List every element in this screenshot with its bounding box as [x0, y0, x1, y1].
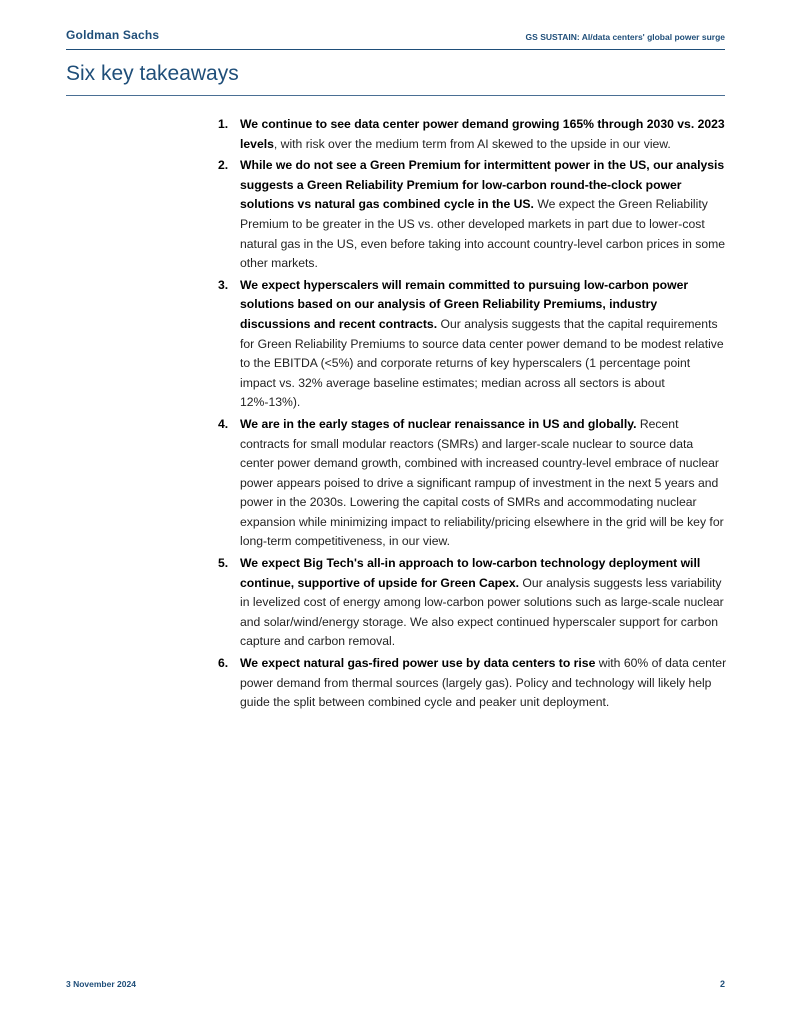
- item-text: [240, 415, 728, 552]
- item-text: [240, 654, 728, 713]
- item-number: 2.: [218, 158, 229, 173]
- title-divider: [66, 95, 725, 96]
- list-item: [218, 115, 728, 154]
- report-title: GS SUSTAIN: AI/data centers' global power surge: [525, 32, 725, 42]
- item-body-text: We expect the Green Reliability Premium to be greater in the US vs. other developed markets in part due to lower-cost natural gas in the US, even before taking into account country-level carbon prices in some other markets.: [240, 197, 726, 271]
- item-text: [240, 554, 728, 652]
- item-bold-text: We expect Big Tech's all-in approach to low-carbon technology deployment will continue, supportive of upside for Green Capex.: [240, 556, 701, 590]
- item-body-text: , with risk over the medium term from AI skewed to the upside in our view.: [273, 136, 671, 151]
- list-item: [218, 156, 728, 274]
- publication-date: 3 November 2024: [66, 979, 136, 989]
- brand-name: Goldman Sachs: [66, 28, 160, 42]
- item-body-text: Our analysis suggests that the capital requirements for Green Reliability Premiums to source data center power demand to be modest relative to the EBITDA (<5%) and corporate returns of key hyperscalers (1 percentage point impact vs. 32% average baseline estimates; median across all sectors is about 12%-13%).: [240, 316, 724, 410]
- item-text: [240, 276, 728, 413]
- item-number: 3.: [218, 277, 229, 292]
- list-item: [218, 554, 728, 652]
- item-number: 5.: [218, 556, 229, 571]
- list-item: [218, 415, 728, 552]
- item-bold-text: We are in the early stages of nuclear renaissance in US and globally.: [240, 416, 637, 431]
- list-item: [218, 654, 728, 713]
- header-divider: [66, 49, 725, 50]
- item-body-text: with 60% of data center power demand from thermal sources (largely gas). Policy and technology will likely help guide the split between combined cycle and peaker unit deployment.: [240, 656, 727, 710]
- item-number: 6.: [218, 656, 229, 671]
- page-title: Six key takeaways: [66, 62, 239, 85]
- item-text: [240, 115, 728, 154]
- item-bold-text: We continue to see data center power demand growing 165% through 2030 vs. 2023 levels: [240, 117, 725, 151]
- list-item: [218, 276, 728, 413]
- item-bold-text: We expect hyperscalers will remain committed to pursuing low-carbon power solutions based on our analysis of Green Reliability Premiums, industry discussions and recent contracts.: [240, 277, 689, 331]
- item-text: [240, 156, 728, 274]
- item-bold-text: While we do not see a Green Premium for intermittent power in the US, our analysis suggests a Green Reliability Premium for low-carbon round-the-clock power solutions vs natural gas combined cycle in the US.: [240, 158, 725, 212]
- item-body-text: Recent contracts for small modular reactors (SMRs) and larger-scale nuclear to source data center power demand growth, combined with increased country-level embrace of nuclear power appears poised to drive a significant rampup of investment in the next 5 years and power in the 2030s. Lowering the capital costs of SMRs and accommodating nuclear expansion while minimizing impact to reliability/pricing elsewhere in the grid will be key for long-term competitiveness, in our view.: [240, 416, 724, 549]
- item-body-text: Our analysis suggests less variability in levelized cost of energy among low-carbon power solutions such as large-scale nuclear and solar/wind/energy storage. We also expect continued hyperscaler support for carbon capture and carbon removal.: [240, 575, 724, 649]
- item-number: 1.: [218, 117, 229, 131]
- item-number: 4.: [218, 416, 229, 431]
- page-number: 2: [719, 979, 725, 989]
- takeaways-list: [218, 115, 728, 715]
- item-bold-text: We expect natural gas-fired power use by data centers to rise: [240, 656, 596, 671]
